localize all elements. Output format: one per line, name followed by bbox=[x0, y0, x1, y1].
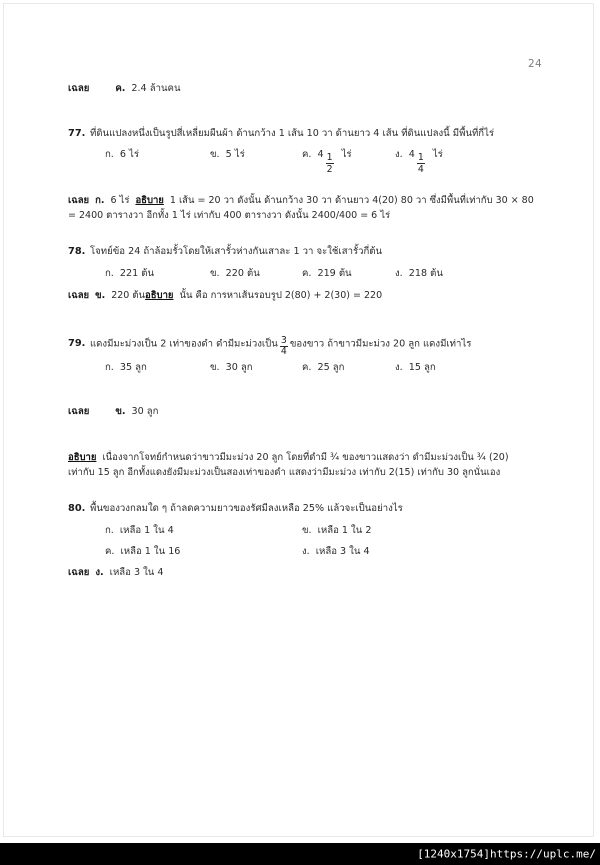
fraction-denominator: 4 bbox=[280, 346, 287, 358]
option-kha[interactable] bbox=[210, 148, 302, 163]
answer-choice: ข. bbox=[115, 406, 126, 418]
answer-text: 2.4 ล้านคน bbox=[131, 83, 181, 94]
option-key: ข. bbox=[210, 268, 220, 280]
question-number: 79. bbox=[68, 338, 86, 350]
option-kho[interactable] bbox=[302, 267, 395, 282]
footer-watermark-bar bbox=[0, 843, 600, 865]
top-answer-line bbox=[68, 82, 538, 97]
option-suffix: ไร่ bbox=[432, 149, 443, 161]
fraction-one-quarter bbox=[417, 153, 425, 174]
option-text: เหลือ 3 ใน 4 bbox=[315, 546, 370, 558]
option-text: เหลือ 1 ใน 16 bbox=[120, 546, 181, 558]
option-kho[interactable] bbox=[302, 361, 395, 376]
explanation-label: อธิบาย bbox=[68, 451, 97, 463]
question-stem bbox=[90, 333, 472, 358]
option-text: 218 ต้น bbox=[408, 268, 443, 280]
option-ka[interactable] bbox=[105, 524, 302, 539]
explanation-label: อธิบาย bbox=[145, 289, 174, 301]
option-key: ง. bbox=[395, 149, 403, 161]
option-text: เหลือ 1 ใน 4 bbox=[119, 524, 174, 536]
question-stem: ที่ดินแปลงหนึ่งเป็นรูปสี่เหลี่ยมผืนผ้า ด้านกว้าง 1 เส้น 10 วา ด้านยาว 4 เส้น ที่ดินแปลงนี้ มีพื้นที่กี่ไร่ bbox=[90, 127, 495, 139]
option-key: ค. bbox=[105, 546, 115, 558]
answer-text: 6 ไร่ bbox=[110, 195, 130, 207]
explanation-text: 1 เส้น = 20 วา ดังนั้น ด้านกว้าง 30 วา ด้านยาว 4(20) 80 วา ซึ่งมีพื้นที่เท่ากับ 30 × 80 = 2400 ตารางวา อีกทั้ง 1 ไร่ เท่ากับ 400 ตารางวา ดังนั้น 2400/400 = 6 ไร่ bbox=[68, 195, 534, 222]
option-key: ก. bbox=[105, 149, 114, 161]
option-kha[interactable] bbox=[210, 361, 302, 376]
question-77 bbox=[68, 127, 538, 142]
option-kha[interactable] bbox=[210, 267, 302, 282]
answer-choice: ค. bbox=[115, 83, 126, 94]
option-key: ข. bbox=[210, 149, 220, 161]
answer-label: เฉลย bbox=[68, 406, 90, 418]
option-key: ค. bbox=[302, 361, 312, 373]
answer-choice: ข. bbox=[95, 289, 106, 301]
option-key: ก. bbox=[105, 361, 114, 373]
option-text: 219 ต้น bbox=[317, 268, 352, 280]
answer-label: เฉลย bbox=[68, 195, 90, 207]
explanation-text: เนื่องจากโจทย์กำหนดว่าขาวมีมะม่วง 20 ลูก โดยที่ดำมี ¾ ของขาวแสดงว่า ดำมีมะม่วงเป็น ¾ (20) เท่ากับ 15 ลูก อีกทั้งแดงยังมีมะม่วงเป็นสองเท่าของดำ แสดงว่ามีมะม่วง เท่ากับ 2(15) เท่ากับ 30 ลูกนั่นเอง bbox=[68, 451, 509, 478]
option-kha[interactable] bbox=[302, 524, 371, 539]
option-ngo[interactable] bbox=[395, 148, 443, 175]
fraction-denominator: 2 bbox=[326, 163, 333, 175]
option-text: 4 bbox=[408, 149, 415, 161]
question-79-answer-line bbox=[68, 405, 538, 420]
question-number: 77. bbox=[68, 127, 86, 139]
option-key: ก. bbox=[105, 524, 114, 536]
option-key: ค. bbox=[302, 149, 312, 161]
option-text: 35 ลูก bbox=[119, 361, 147, 373]
question-80-options-row2 bbox=[68, 545, 538, 560]
fraction-three-quarters bbox=[280, 336, 288, 357]
document-body bbox=[68, 82, 538, 580]
question-number: 78. bbox=[68, 246, 86, 258]
option-key: ค. bbox=[302, 268, 312, 280]
question-number: 80. bbox=[68, 502, 86, 514]
answer-choice: ก. bbox=[95, 195, 105, 207]
option-ka[interactable] bbox=[105, 267, 210, 282]
option-text: 15 ลูก bbox=[408, 361, 436, 373]
fraction-numerator: 3 bbox=[280, 334, 287, 346]
question-stem-part2: ของขาว ถ้าขาวมีมะม่วง 20 ลูก แดงมีเท่าไร bbox=[289, 338, 472, 350]
question-80-options-row1 bbox=[68, 524, 538, 539]
option-ka[interactable] bbox=[105, 361, 210, 376]
answer-label: เฉลย bbox=[68, 289, 90, 301]
question-78-options bbox=[68, 267, 538, 282]
answer-text: 30 ลูก bbox=[131, 406, 159, 418]
option-text: 5 ไร่ bbox=[225, 149, 245, 161]
answer-choice: ง. bbox=[95, 566, 104, 578]
option-text: 4 bbox=[317, 149, 324, 161]
question-stem: พื้นของวงกลมใด ๆ ถ้าลดความยาวของรัศมีลงเหลือ 25% แล้วจะเป็นอย่างไร bbox=[90, 502, 403, 514]
option-key: ง. bbox=[395, 268, 403, 280]
answer-text: 220 ต้น bbox=[111, 289, 146, 301]
footer-watermark-text: [1240x1754]https://uplc.me/ bbox=[417, 847, 596, 861]
fraction-one-half bbox=[326, 153, 334, 174]
question-78-answer-explanation bbox=[68, 288, 538, 303]
explanation-label: อธิบาย bbox=[135, 195, 164, 207]
question-77-answer-explanation bbox=[68, 193, 538, 223]
option-kho[interactable] bbox=[302, 148, 395, 175]
option-text: 220 ต้น bbox=[225, 268, 260, 280]
question-80-answer-line bbox=[68, 566, 538, 581]
option-text: 30 ลูก bbox=[225, 361, 253, 373]
question-79 bbox=[68, 333, 538, 358]
answer-text: เหลือ 3 ใน 4 bbox=[109, 566, 164, 578]
question-stem-part1: แดงมีมะม่วงเป็น 2 เท่าของดำ ดำมีมะม่วงเป็น bbox=[90, 338, 278, 350]
fraction-numerator: 1 bbox=[326, 152, 333, 164]
fraction-numerator: 1 bbox=[417, 152, 424, 164]
option-ngo[interactable] bbox=[395, 361, 436, 376]
question-78 bbox=[68, 245, 538, 260]
option-key: ง. bbox=[395, 361, 403, 373]
question-79-explanation bbox=[68, 450, 538, 480]
answer-label: เฉลย bbox=[68, 83, 90, 94]
explanation-text: นั้น คือ การหาเส้นรอบรูป 2(80) + 2(30) = 220 bbox=[179, 289, 383, 301]
option-text: 25 ลูก bbox=[317, 361, 345, 373]
option-ngo[interactable] bbox=[302, 545, 370, 560]
option-kho[interactable] bbox=[105, 545, 302, 560]
option-text: เหลือ 1 ใน 2 bbox=[317, 524, 372, 536]
option-suffix: ไร่ bbox=[341, 149, 352, 161]
option-text: 6 ไร่ bbox=[119, 149, 139, 161]
option-key: ข. bbox=[302, 524, 312, 536]
question-77-options bbox=[68, 148, 538, 175]
answer-label: เฉลย bbox=[68, 566, 90, 578]
option-key: ง. bbox=[302, 546, 310, 558]
option-text: 221 ต้น bbox=[119, 268, 155, 280]
page-number: 24 bbox=[528, 58, 542, 70]
option-ka[interactable] bbox=[105, 148, 210, 163]
question-79-options bbox=[68, 361, 538, 376]
fraction-denominator: 4 bbox=[417, 163, 424, 175]
option-key: ก. bbox=[105, 268, 114, 280]
option-ngo[interactable] bbox=[395, 267, 443, 282]
question-stem: โจทย์ข้อ 24 ถ้าล้อมรั้วโดยให้เสารั้วห่างกันเสาละ 1 วา จะใช้เสารั้วกี่ต้น bbox=[90, 246, 383, 258]
option-key: ข. bbox=[210, 361, 220, 373]
question-80 bbox=[68, 502, 538, 517]
